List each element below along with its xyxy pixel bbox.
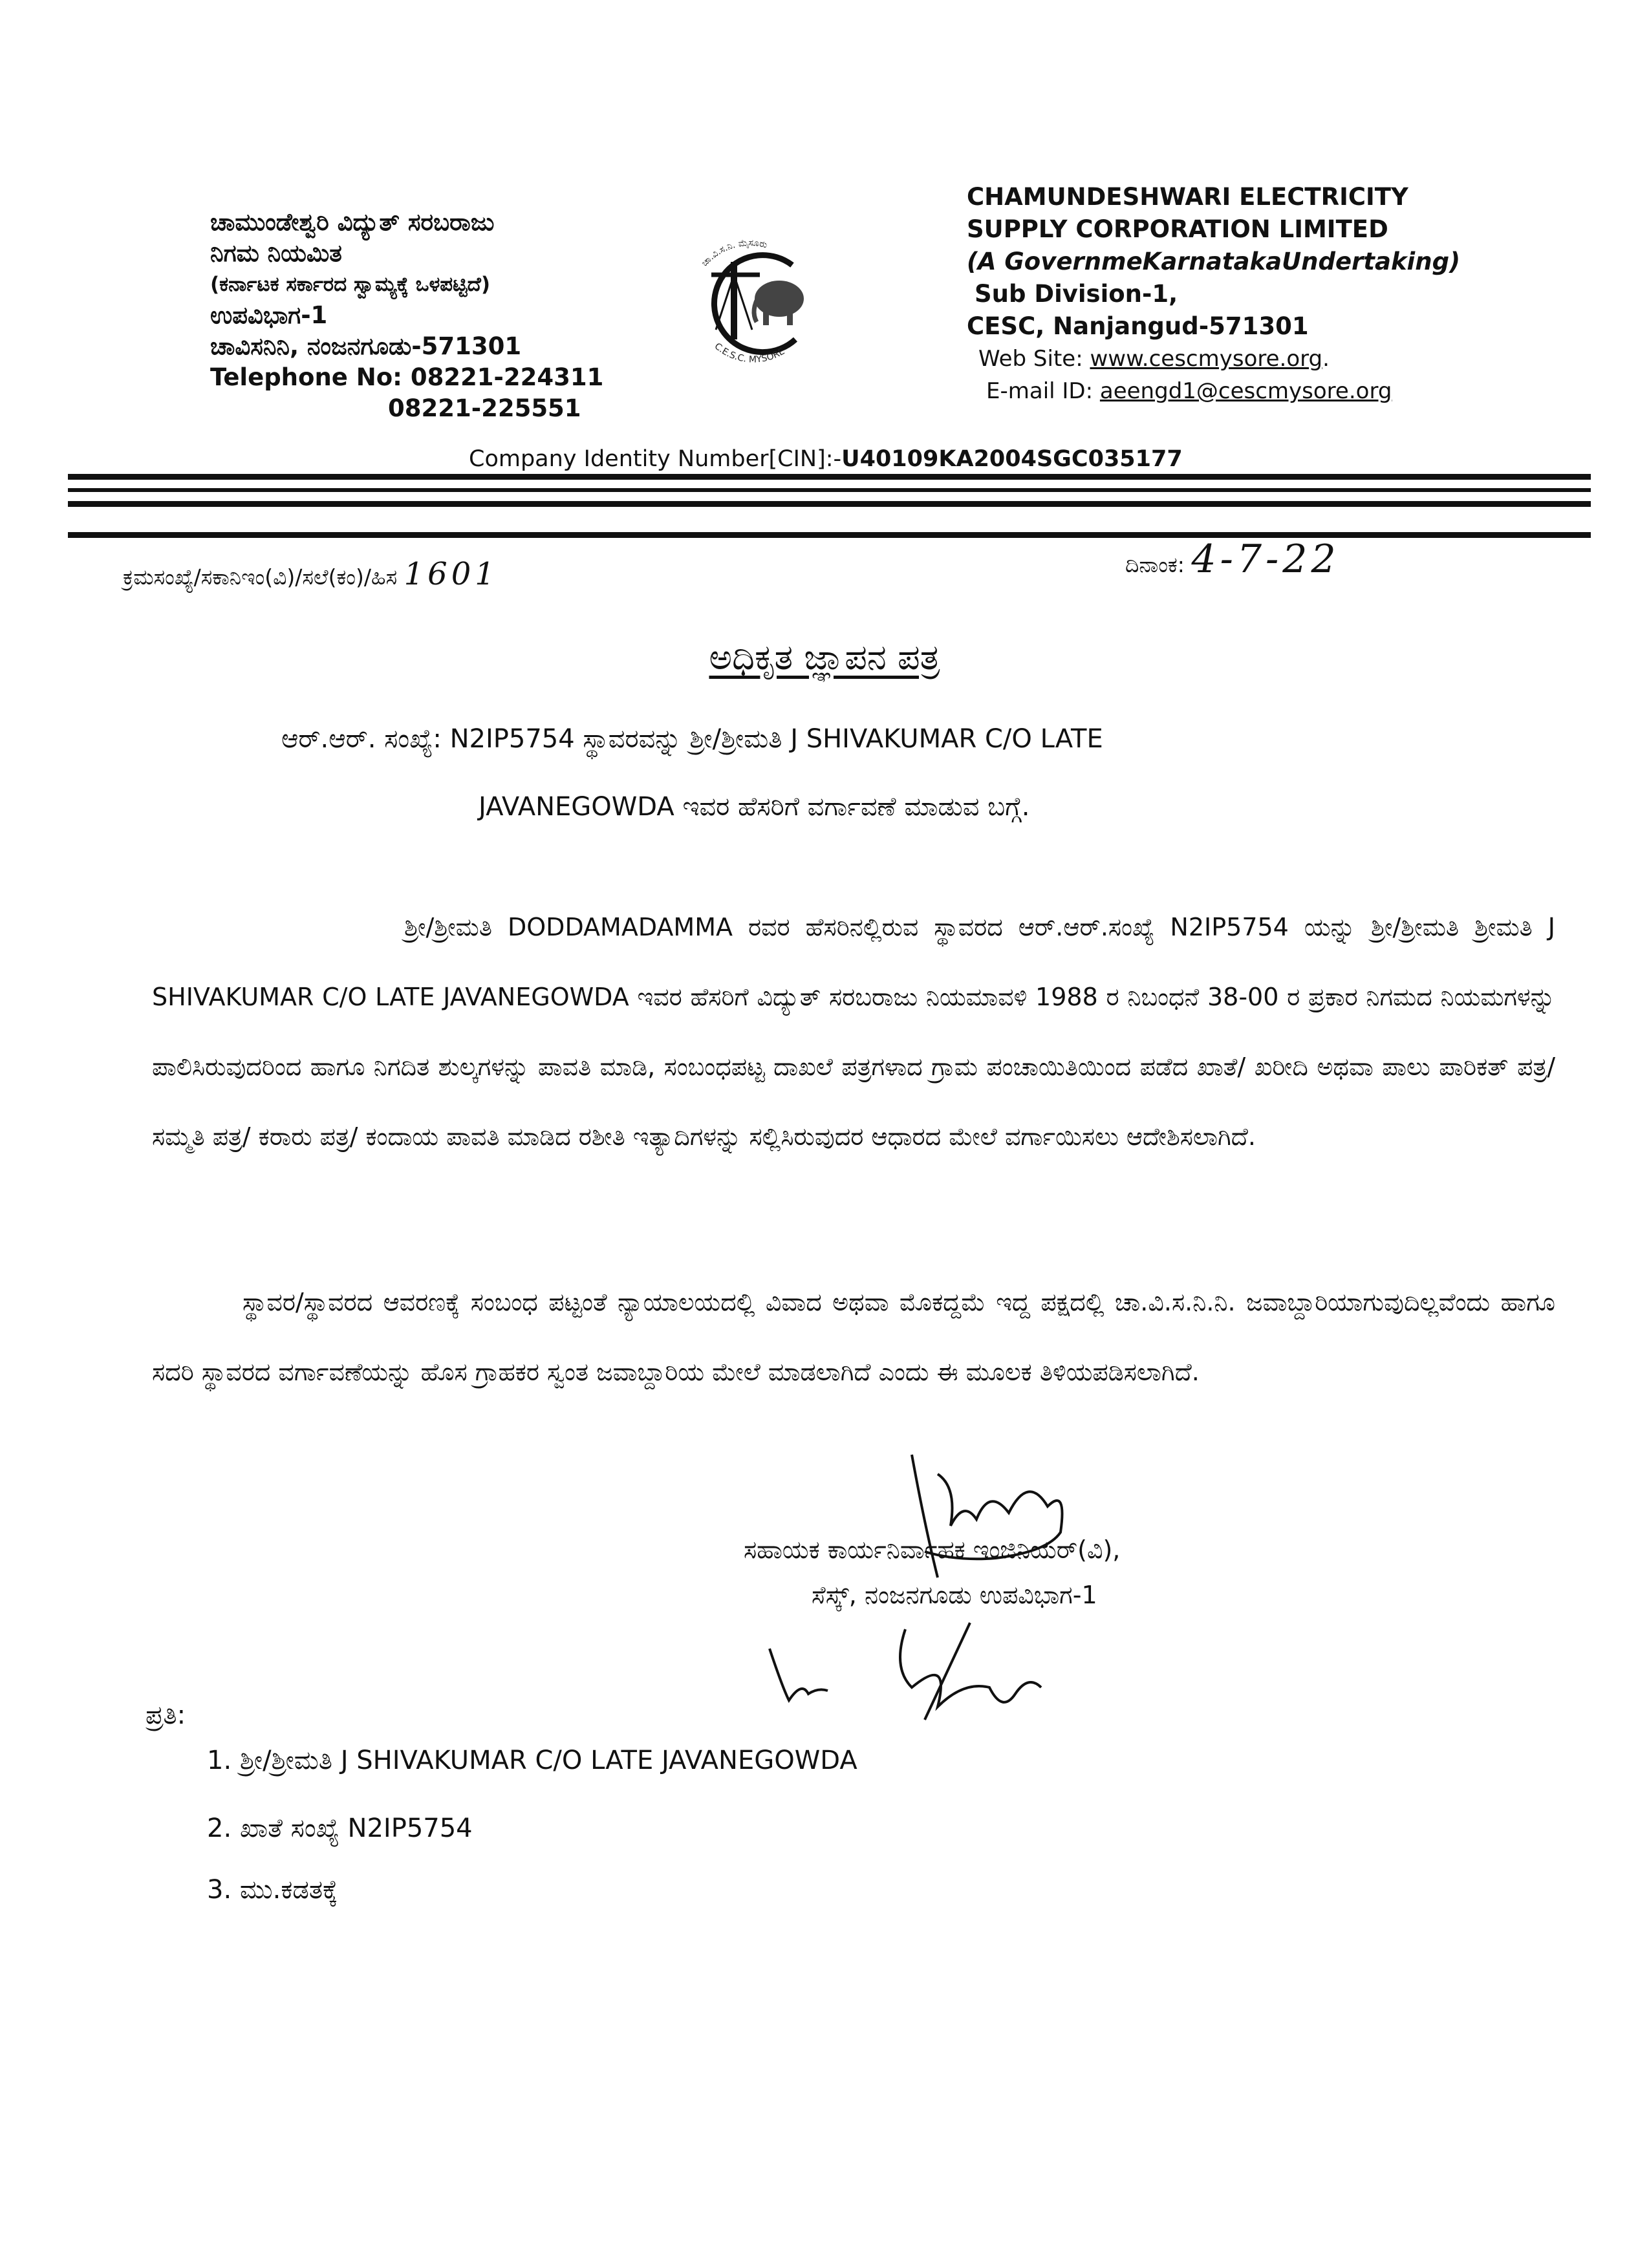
header-rule-3	[68, 501, 1591, 507]
website-link[interactable]: www.cescmysore.org	[1090, 346, 1323, 372]
subject-line2: JAVANEGOWDA ಇವರ ಹೆಸರಿಗೆ ವರ್ಗಾವಣೆ ಮಾಡುವ ಬಗ್ಗೆ.	[479, 792, 1030, 822]
email-link[interactable]: aeengd1@cescmysore.org	[1099, 378, 1392, 404]
date	[1125, 537, 1340, 582]
logo-bottom-text: C.E.S.C. MYSORE	[712, 341, 787, 365]
cin-label: Company Identity Number[CIN]:-	[469, 446, 842, 472]
website-suffix: .	[1322, 346, 1330, 372]
copy-item-2: 2. ಖಾತೆ ಸಂಖ್ಯೆ N2IP5754	[207, 1813, 473, 1843]
address-kannada: ಚಾವಿಸನಿನಿ, ನಂಜನಗೂಡು-571301	[210, 332, 522, 360]
reference-number	[123, 556, 499, 592]
subject-line1: ಆರ್.ಆರ್. ಸಂಖ್ಯೆ: N2IP5754 ಸ್ಥಾವರವನ್ನು ಶ್ರೀ/ಶ್ರೀಮತಿ J SHIVAKUMAR C/O LATE	[281, 724, 1103, 754]
handwritten-initials	[757, 1616, 1080, 1746]
body-paragraph-1: ಶ್ರೀ/ಶ್ರೀಮತಿ DODDAMADAMMA ರವರ ಹೆಸರಿನಲ್ಲಿರುವ ಸ್ಥಾವರದ ಆರ್.ಆರ್.ಸಂಖ್ಯೆ N2IP5754 ಯನ್ನು ಶ್ರೀ/ಶ್ರೀಮತಿ ಶ್ರೀಮತಿ J SHIVAKUMAR C/O LATE JAVANEGOWDA ಇವರ ಹೆಸರಿಗೆ ವಿದ್ಯುತ್ ಸರಬರಾಜು ನಿಯಮಾವಳಿ 1988 ರ ನಿಬಂಧನೆ 38-00 ರ ಪ್ರಕಾರ ನಿಗಮದ ನಿಯಮಗಳನ್ನು ಪಾಲಿಸಿರುವುದರಿಂದ ಹಾಗೂ ನಿಗದಿತ ಶುಲ್ಕಗಳನ್ನು ಪಾವತಿ ಮಾಡಿ, ಸಂಬಂಧಪಟ್ಟ ದಾಖಲೆ ಪತ್ರಗಳಾದ ಗ್ರಾಮ ಪಂಚಾಯಿತಿಯಿಂದ ಪಡೆದ ಖಾತೆ/ ಖರೀದಿ ಅಥವಾ ಪಾಲು ಪಾರಿಕತ್ ಪತ್ರ/ ಸಮ್ಮತಿ ಪತ್ರ/ ಕರಾರು ಪತ್ರ/ ಕಂದಾಯ ಪಾವತಿ ಮಾಡಿದ ರಶೀತಿ ಇತ್ಯಾದಿಗಳನ್ನು ಸಲ್ಲಿಸಿರುವುದರ ಆಧಾರದ ಮೇಲೆ ವರ್ಗಾಯಿಸಲು ಆದೇಶಿಸಲಾಗಿದೆ.	[152, 913, 1555, 1151]
telephone-line: Telephone No: 08221-224311	[210, 363, 604, 391]
sub-division-kannada: ಉಪವಿಭಾಗ-1	[210, 301, 328, 329]
website-line	[967, 343, 1460, 375]
header-rule-4	[68, 532, 1591, 538]
document-title: ಅಧಿಕೃತ ಜ್ಞಾಪನ ಪತ್ರ	[709, 637, 940, 678]
letterhead-left	[210, 207, 603, 424]
header-rule-1	[68, 474, 1591, 480]
body-paragraph-2: ಸ್ಥಾವರ/ಸ್ಥಾವರದ ಆವರಣಕ್ಕೆ ಸಂಬಂಧ ಪಟ್ಟಂತೆ ನ್ಯಾಯಾಲಯದಲ್ಲಿ ವಿವಾದ ಅಥವಾ ಮೊಕದ್ದಮೆ ಇದ್ದ ಪಕ್ಷದಲ್ಲಿ ಚಾ.ವಿ.ಸ.ನಿ.ನಿ. ಜವಾಬ್ದಾರಿಯಾಗುವುದಿಲ್ಲವೆಂದು ಹಾಗೂ ಸದರಿ ಸ್ಥಾವರದ ವರ್ಗಾವಣೆಯನ್ನು ಹೊಸ ಗ್ರಾಹಕರ ಸ್ವಂತ ಜವಾಬ್ದಾರಿಯ ಮೇಲೆ ಮಾಡಲಾಗಿದೆ ಎಂದು ಈ ಮೂಲಕ ತಿಳಿಯಪಡಿಸಲಾಗಿದೆ.	[152, 1288, 1555, 1386]
date-handwritten-value: 4-7-22	[1191, 537, 1340, 582]
office-address: CESC, Nanjangud-571301	[967, 312, 1309, 340]
org-name-line1: CHAMUNDESHWARI ELECTRICITY	[967, 183, 1408, 211]
org-ownership-note: (ಕರ್ನಾಟಕ ಸರ್ಕಾರದ ಸ್ವಾಮ್ಯಕ್ಕೆ ಒಳಪಟ್ಟಿದೆ)	[210, 273, 491, 296]
signatory-designation: ಸಹಾಯಕ ಕಾರ್ಯನಿರ್ವಾಹಕ ಇಂಜಿನಿಯರ್(ವಿ),	[744, 1535, 1121, 1564]
cesc-logo-icon	[669, 226, 831, 381]
telephone-line-2: 08221-225551	[388, 394, 581, 422]
date-label: ದಿನಾಂಕ:	[1125, 552, 1185, 577]
org-undertaking: (A GovernmeKarnatakaUndertaking)	[967, 248, 1460, 275]
copy-item-3: 3. ಮು.ಕಡತಕ್ಕೆ	[207, 1875, 338, 1905]
reference-label: ಕ್ರಮಸಂಖ್ಯೆ/ಸಕಾನಿಇಂ(ವಿ)/ಸಲೆ(ಕಂ)/ಹಿಸ	[123, 564, 398, 590]
signatory-office: ಸೆಸ್ಕ್, ನಂಜನಗೂಡು ಉಪವಿಭಾಗ-1	[812, 1581, 1097, 1609]
company-identity-number	[469, 446, 1183, 472]
copy-item-1: 1. ಶ್ರೀ/ಶ್ರೀಮತಿ J SHIVAKUMAR C/O LATE JAVANEGOWDA	[207, 1746, 857, 1775]
org-name-line2: SUPPLY CORPORATION LIMITED	[967, 215, 1388, 243]
reference-handwritten-number: 1601	[404, 556, 499, 592]
handwritten-signature	[899, 1448, 1132, 1597]
website-label: Web Site:	[978, 346, 1090, 372]
logo-top-text: ಚಾ.ವಿ.ಸ.ನಿ. ಮೈಸೂರು	[699, 237, 768, 269]
org-name-kannada-line2: ನಿಗಮ ನಿಯಮಿತ	[210, 239, 342, 267]
cin-value: U40109KA2004SGC035177	[841, 446, 1183, 472]
header-rule-2	[68, 488, 1591, 492]
email-label: E-mail ID:	[986, 378, 1100, 404]
letterhead-right	[967, 181, 1460, 407]
org-name-kannada-line1: ಚಾಮುಂಡೇಶ್ವರಿ ವಿದ್ಯುತ್ ಸರಬರಾಜು	[210, 208, 495, 236]
email-line	[967, 375, 1460, 407]
sub-division: Sub Division-1,	[975, 280, 1178, 308]
copies-label: ಪ್ರತಿ:	[146, 1700, 186, 1730]
